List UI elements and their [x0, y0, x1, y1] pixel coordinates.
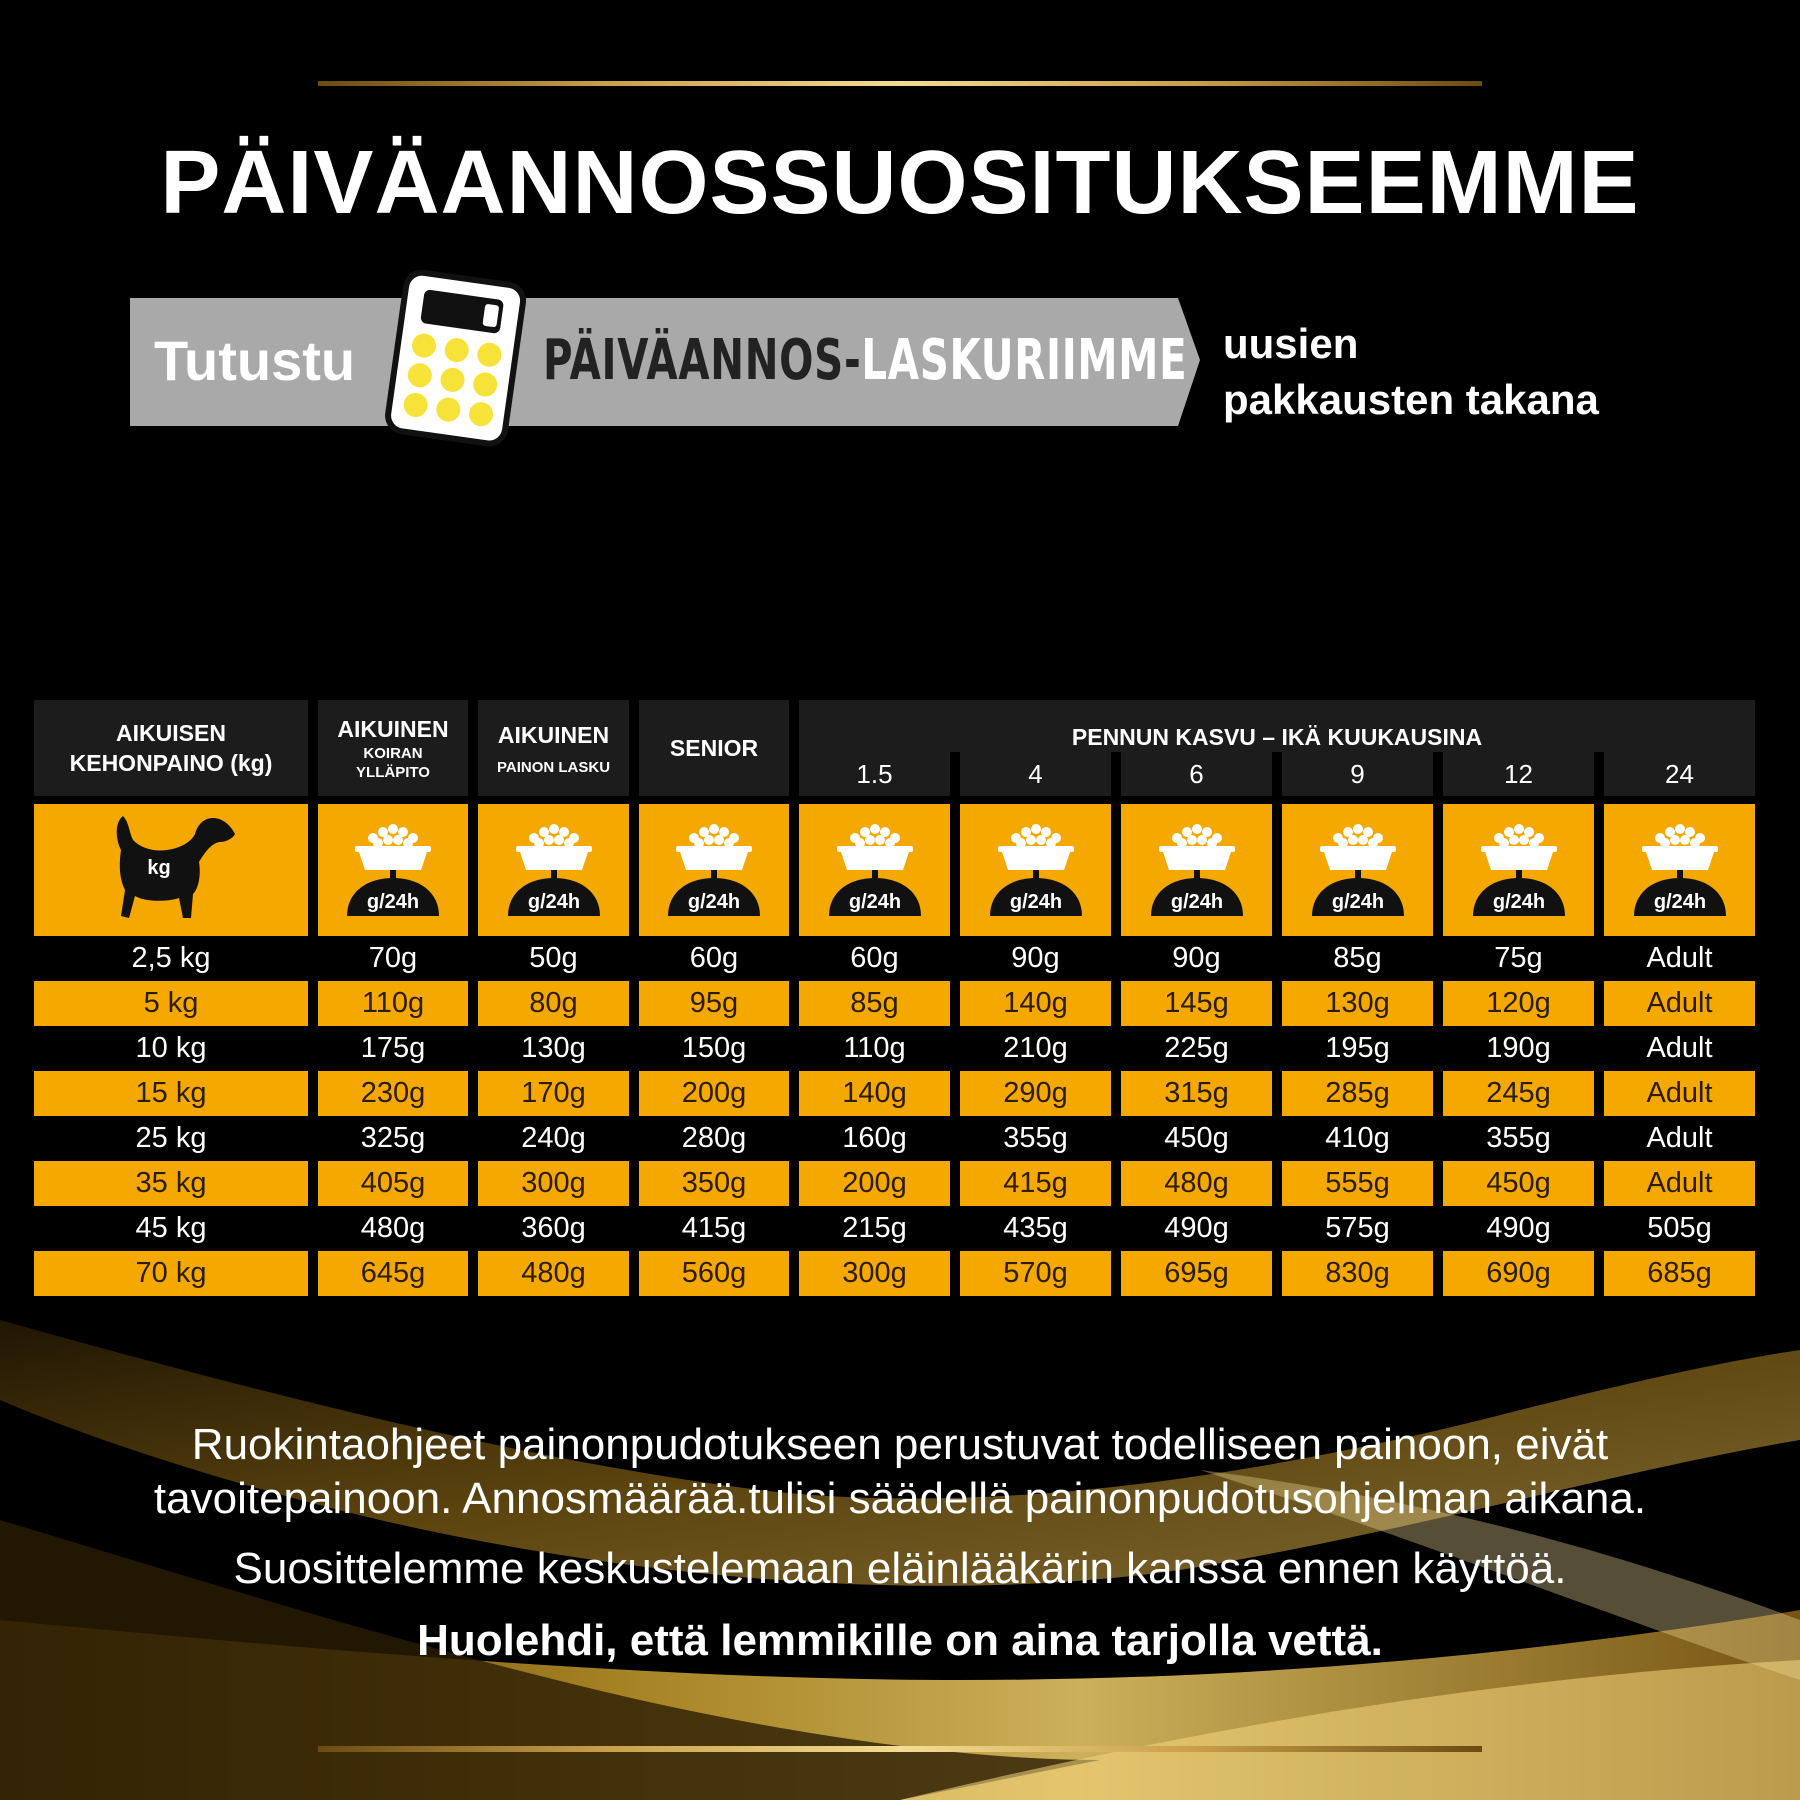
- row-body-weight: 45 kg: [34, 1206, 308, 1251]
- dog-weight-icon-cell: [34, 804, 308, 936]
- header-age-4: 4: [960, 752, 1111, 796]
- banner-product-part2: LASKURIIMME: [861, 328, 1188, 393]
- bowl-icon-cell: [960, 804, 1111, 936]
- row-daily-amount: Adult: [1604, 1116, 1755, 1161]
- row-daily-amount: 480g: [1121, 1161, 1272, 1206]
- bowl-unit-label: g/24h: [1653, 890, 1706, 913]
- header-senior: SENIOR: [639, 700, 789, 796]
- header-adult-maintenance-sub2: YLLÄPITO: [356, 764, 430, 781]
- table-row: [34, 1161, 1755, 1206]
- footer-line-4: Huolehdi, että lemmikille on aina tarjolla vettä.: [417, 1616, 1383, 1665]
- bowl-unit-label: g/24h: [527, 890, 580, 913]
- row-daily-amount: 85g: [799, 981, 950, 1026]
- header-adult-maintenance-main: AIKUINEN: [337, 716, 449, 742]
- row-daily-amount: 130g: [478, 1026, 629, 1071]
- bowl-icon-cell: [1443, 804, 1594, 936]
- row-daily-amount: 285g: [1282, 1071, 1433, 1116]
- footer-line-3: Suosittelemme keskustelemaan eläinlääkärin kanssa ennen käyttöä.: [233, 1544, 1567, 1593]
- row-daily-amount: Adult: [1604, 936, 1755, 981]
- row-daily-amount: 200g: [639, 1071, 789, 1116]
- row-daily-amount: 360g: [478, 1206, 629, 1251]
- row-daily-amount: 60g: [799, 936, 950, 981]
- bowl-icon-cell: [1121, 804, 1272, 936]
- bowl-unit-label: g/24h: [687, 890, 741, 913]
- row-daily-amount: 215g: [799, 1206, 950, 1251]
- food-bowl-icon: [494, 812, 614, 924]
- row-daily-amount: 140g: [960, 981, 1111, 1026]
- banner-product-name: [543, 328, 1187, 393]
- row-daily-amount: 410g: [1282, 1116, 1433, 1161]
- row-daily-amount: 695g: [1121, 1251, 1272, 1296]
- header-adult-weight-loss-main: AIKUINEN: [497, 721, 610, 748]
- row-daily-amount: 355g: [960, 1116, 1111, 1161]
- bowl-unit-label: g/24h: [366, 890, 420, 913]
- header-adult-maintenance-sub1: KOIRAN: [363, 745, 423, 762]
- row-daily-amount: 225g: [1121, 1026, 1272, 1071]
- row-body-weight: 10 kg: [34, 1026, 308, 1071]
- banner-note: [1223, 316, 1599, 428]
- row-daily-amount: 555g: [1282, 1161, 1433, 1206]
- row-daily-amount: 175g: [318, 1026, 468, 1071]
- row-daily-amount: 450g: [1121, 1116, 1272, 1161]
- row-daily-amount: 230g: [318, 1071, 468, 1116]
- row-daily-amount: 75g: [1443, 936, 1594, 981]
- row-daily-amount: 355g: [1443, 1116, 1594, 1161]
- table-row: [34, 981, 1755, 1026]
- row-daily-amount: Adult: [1604, 1026, 1755, 1071]
- row-daily-amount: 60g: [639, 936, 789, 981]
- dog-icon-label: kg: [147, 856, 171, 879]
- row-body-weight: 25 kg: [34, 1116, 308, 1161]
- row-daily-amount: 575g: [1282, 1206, 1433, 1251]
- row-daily-amount: 120g: [1443, 981, 1594, 1026]
- bowl-icon-cell: [1604, 804, 1755, 936]
- table-body: [34, 936, 1755, 1296]
- food-bowl-icon: [1298, 812, 1418, 924]
- row-daily-amount: 480g: [318, 1206, 468, 1251]
- row-daily-amount: 240g: [478, 1116, 629, 1161]
- header-age-24: 24: [1604, 752, 1755, 796]
- header-body-weight-line1: AIKUISEN: [116, 720, 226, 746]
- footer-line-2: tavoitepainoon. Annosmäärää.tulisi säädellä painonpudotusohjelman aikana.: [153, 1474, 1647, 1523]
- header-age-9: 9: [1282, 752, 1433, 796]
- row-daily-amount: 415g: [639, 1206, 789, 1251]
- row-daily-amount: 415g: [960, 1161, 1111, 1206]
- dog-icon: [101, 808, 241, 928]
- food-bowl-icon: [976, 812, 1096, 924]
- row-daily-amount: 110g: [318, 981, 468, 1026]
- table-row: [34, 936, 1755, 981]
- row-daily-amount: 200g: [799, 1161, 950, 1206]
- row-daily-amount: Adult: [1604, 981, 1755, 1026]
- row-daily-amount: 300g: [799, 1251, 950, 1296]
- food-bowl-icon: [1620, 812, 1740, 924]
- header-body-weight-line2: KEHONPAINO (kg): [69, 750, 273, 776]
- row-daily-amount: 110g: [799, 1026, 950, 1071]
- banner-note-line1: uusien: [1223, 320, 1359, 367]
- row-daily-amount: 280g: [639, 1116, 789, 1161]
- header-adult-weight-loss-sub: PAINON LASKU: [496, 758, 611, 776]
- row-daily-amount: 190g: [1443, 1026, 1594, 1071]
- row-daily-amount: 80g: [478, 981, 629, 1026]
- header-adult-maintenance: [318, 700, 468, 796]
- footer-paragraph-1: [0, 1418, 1800, 1526]
- header-adult-weight-loss: [478, 700, 629, 796]
- row-daily-amount: 685g: [1604, 1251, 1755, 1296]
- row-daily-amount: 560g: [639, 1251, 789, 1296]
- banner-note-line2: pakkausten takana: [1223, 376, 1599, 423]
- page-title: PÄIVÄANNOSSUOSITUKSEEMME: [160, 133, 1640, 233]
- row-daily-amount: 85g: [1282, 936, 1433, 981]
- row-daily-amount: Adult: [1604, 1161, 1755, 1206]
- row-daily-amount: 195g: [1282, 1026, 1433, 1071]
- header-puppy-growth: PENNUN KASVU – IKÄ KUUKAUSINA: [799, 700, 1755, 752]
- row-daily-amount: 325g: [318, 1116, 468, 1161]
- row-daily-amount: 350g: [639, 1161, 789, 1206]
- row-daily-amount: 480g: [478, 1251, 629, 1296]
- header-age-1-5: 1.5: [799, 752, 950, 796]
- row-daily-amount: 505g: [1604, 1206, 1755, 1251]
- row-daily-amount: 70g: [318, 936, 468, 981]
- row-daily-amount: 90g: [1121, 936, 1272, 981]
- row-daily-amount: 290g: [960, 1071, 1111, 1116]
- row-daily-amount: 130g: [1282, 981, 1433, 1026]
- row-daily-amount: 300g: [478, 1161, 629, 1206]
- banner-product-part1: PÄIVÄANNOS-: [543, 328, 862, 393]
- row-body-weight: 15 kg: [34, 1071, 308, 1116]
- table-header-row: [34, 700, 1755, 752]
- bowl-unit-label: g/24h: [1331, 890, 1384, 913]
- header-body-weight: [34, 700, 308, 796]
- row-daily-amount: 830g: [1282, 1251, 1433, 1296]
- table-spacer: [34, 796, 1755, 804]
- header-age-6: 6: [1121, 752, 1272, 796]
- food-bowl-icon: [1137, 812, 1257, 924]
- row-daily-amount: 170g: [478, 1071, 629, 1116]
- banner-intro-text: Tutustu: [154, 329, 356, 392]
- bottom-gold-divider: [318, 1746, 1482, 1752]
- food-bowl-icon: [333, 812, 453, 924]
- table-row: [34, 1026, 1755, 1071]
- row-daily-amount: 150g: [639, 1026, 789, 1071]
- row-daily-amount: 145g: [1121, 981, 1272, 1026]
- row-daily-amount: 405g: [318, 1161, 468, 1206]
- table-row: [34, 1251, 1755, 1296]
- row-daily-amount: 450g: [1443, 1161, 1594, 1206]
- row-body-weight: 35 kg: [34, 1161, 308, 1206]
- footer-line-1: Ruokintaohjeet painonpudotukseen perustuvat todelliseen painoon, eivät: [191, 1420, 1609, 1469]
- table-icon-row: [34, 804, 1755, 936]
- row-daily-amount: 210g: [960, 1026, 1111, 1071]
- row-daily-amount: 435g: [960, 1206, 1111, 1251]
- row-body-weight: 5 kg: [34, 981, 308, 1026]
- header-age-12: 12: [1443, 752, 1594, 796]
- row-daily-amount: 140g: [799, 1071, 950, 1116]
- table-row: [34, 1206, 1755, 1251]
- calculator-icon: [386, 271, 525, 446]
- bowl-unit-label: g/24h: [848, 890, 901, 913]
- bowl-icon-cell: [639, 804, 789, 936]
- row-body-weight: 2,5 kg: [34, 936, 308, 981]
- food-bowl-icon: [654, 812, 774, 924]
- row-daily-amount: 570g: [960, 1251, 1111, 1296]
- row-daily-amount: 315g: [1121, 1071, 1272, 1116]
- row-daily-amount: 160g: [799, 1116, 950, 1161]
- row-daily-amount: Adult: [1604, 1071, 1755, 1116]
- row-body-weight: 70 kg: [34, 1251, 308, 1296]
- bowl-unit-label: g/24h: [1492, 890, 1545, 913]
- food-bowl-icon: [815, 812, 935, 924]
- bowl-icon-cell: [318, 804, 468, 936]
- feeding-table: [24, 700, 1765, 1296]
- table-row: [34, 1116, 1755, 1161]
- bowl-icon-cell: [1282, 804, 1433, 936]
- row-daily-amount: 645g: [318, 1251, 468, 1296]
- footer-notes: [0, 1418, 1800, 1668]
- calculator-banner: [0, 270, 1800, 470]
- food-bowl-icon: [1459, 812, 1579, 924]
- row-daily-amount: 245g: [1443, 1071, 1594, 1116]
- row-daily-amount: 490g: [1121, 1206, 1272, 1251]
- top-gold-divider: [318, 81, 1482, 86]
- row-daily-amount: 490g: [1443, 1206, 1594, 1251]
- row-daily-amount: 95g: [639, 981, 789, 1026]
- table-row: [34, 1071, 1755, 1116]
- bowl-icon-cell: [799, 804, 950, 936]
- bowl-unit-label: g/24h: [1170, 890, 1223, 913]
- row-daily-amount: 690g: [1443, 1251, 1594, 1296]
- row-daily-amount: 90g: [960, 936, 1111, 981]
- bowl-icon-cell: [478, 804, 629, 936]
- row-daily-amount: 50g: [478, 936, 629, 981]
- bowl-unit-label: g/24h: [1009, 890, 1062, 913]
